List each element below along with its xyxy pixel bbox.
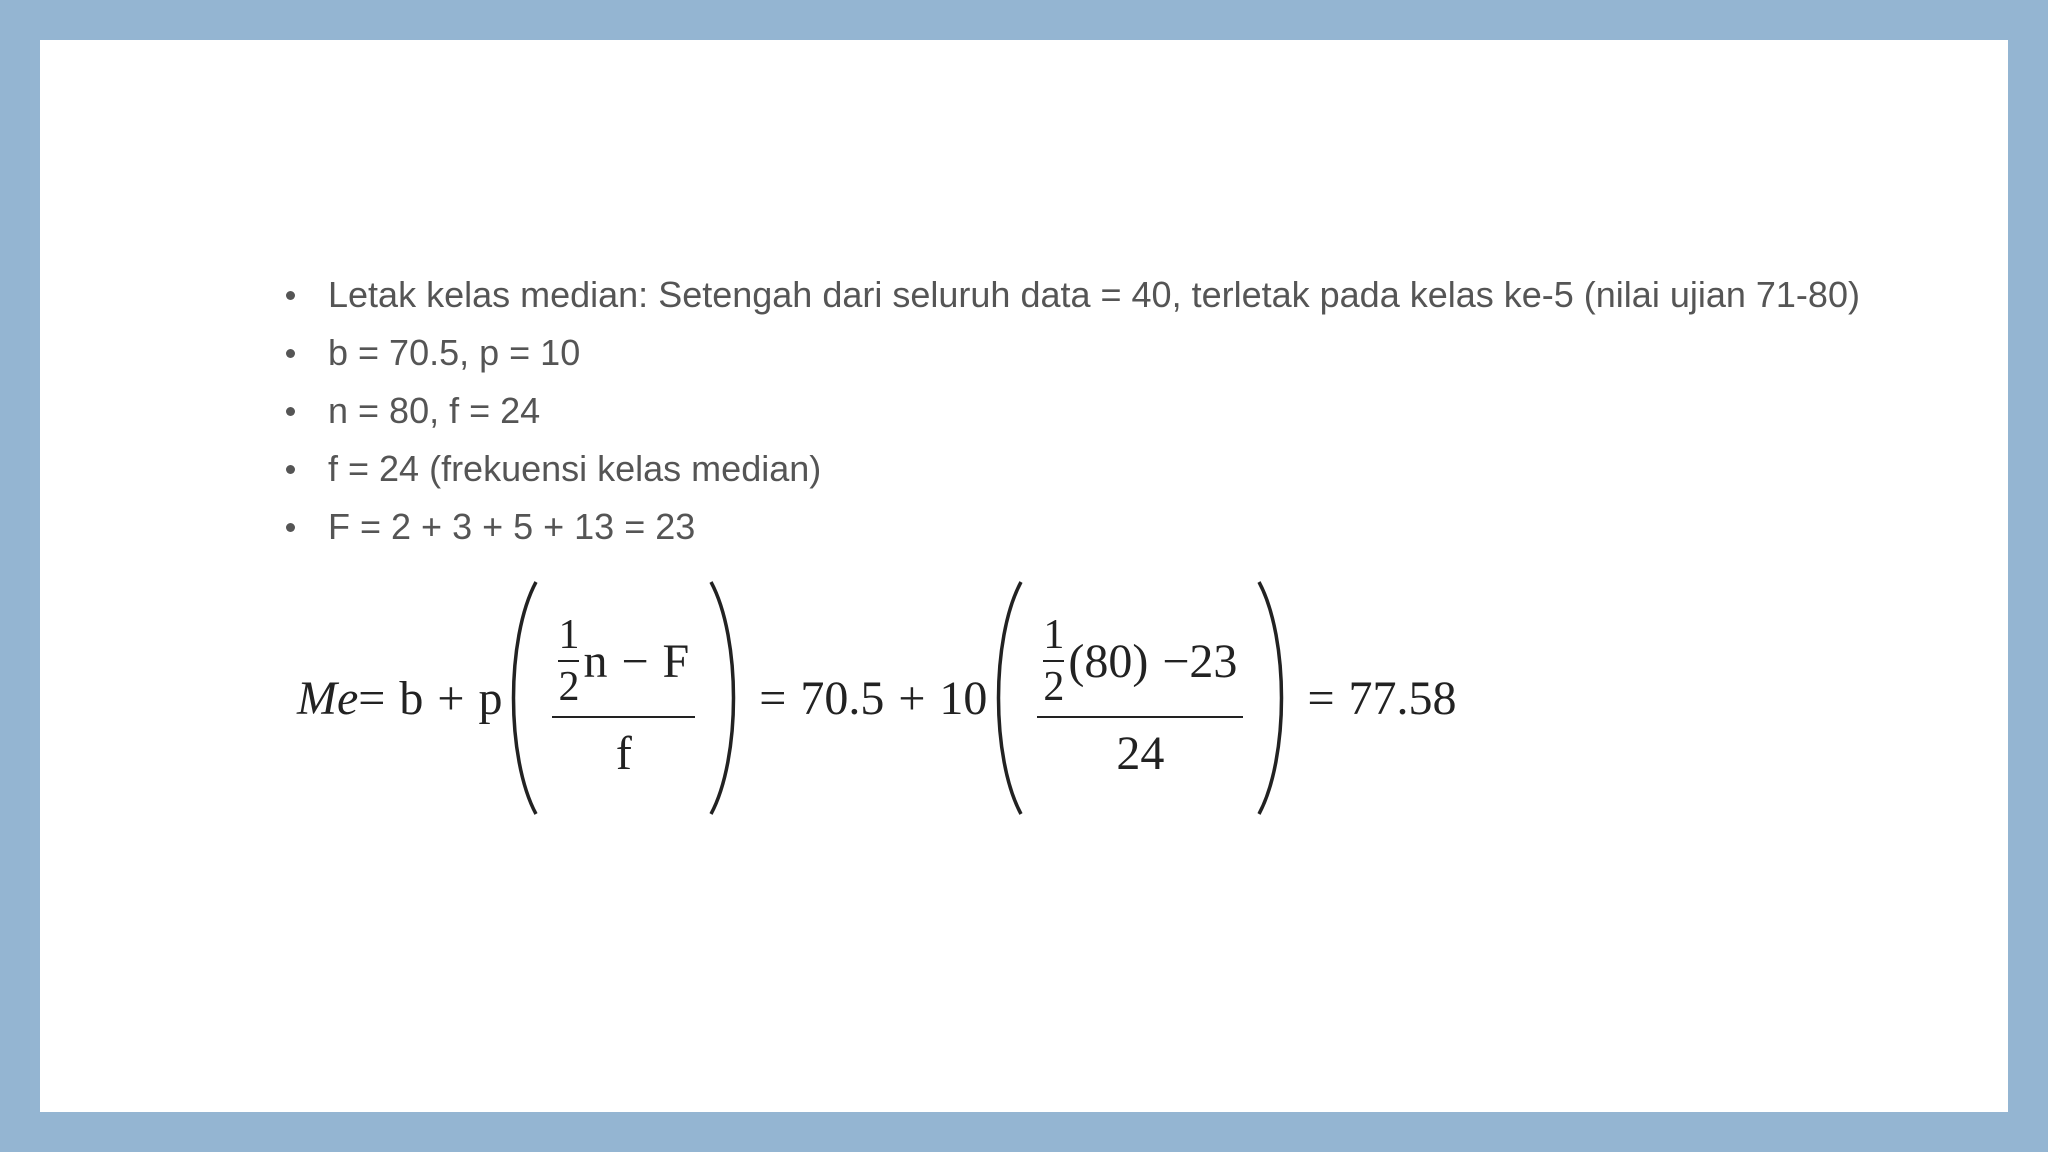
list-item bbox=[250, 324, 1860, 382]
formula-F-value: −23 bbox=[1162, 634, 1238, 688]
formula-equals-3: = bbox=[1307, 671, 1335, 725]
formula-n: n bbox=[583, 634, 608, 688]
bullet-text: f = 24 (frekuensi kelas median) bbox=[328, 448, 822, 489]
formula-me: Me bbox=[297, 671, 359, 725]
bullet-dot bbox=[286, 349, 295, 358]
bullet-text: b = 70.5, p = 10 bbox=[328, 332, 581, 373]
formula-equals: = bbox=[358, 671, 386, 725]
half-numerator: 1 bbox=[1043, 612, 1065, 658]
half-bar bbox=[1043, 660, 1064, 662]
formula-F: F bbox=[662, 634, 690, 688]
half-fraction bbox=[558, 612, 579, 710]
fraction-general bbox=[552, 612, 695, 784]
formula-minus: − bbox=[621, 634, 649, 688]
half-denominator: 2 bbox=[1043, 664, 1065, 710]
formula-p: p bbox=[478, 671, 503, 725]
fraction-denominator: 24 bbox=[1116, 727, 1165, 780]
half-bar bbox=[558, 660, 579, 662]
bullet-text: F = 2 + 3 + 5 + 13 = 23 bbox=[328, 506, 696, 547]
formula-b-value: 70.5 bbox=[800, 671, 885, 725]
bullet-dot bbox=[286, 523, 295, 532]
formula-b: b bbox=[399, 671, 424, 725]
half-numerator: 1 bbox=[558, 612, 580, 658]
bullet-list bbox=[250, 266, 1860, 556]
right-paren bbox=[1253, 578, 1293, 818]
fraction-numerator bbox=[552, 612, 695, 716]
bullet-dot bbox=[286, 291, 295, 300]
formula-result: 77.58 bbox=[1348, 671, 1457, 725]
slide bbox=[40, 40, 2008, 1112]
list-item bbox=[250, 382, 1860, 440]
list-item bbox=[250, 440, 1860, 498]
formula-n-value: (80) bbox=[1068, 634, 1149, 688]
formula-equals-2: = bbox=[759, 671, 787, 725]
half-denominator: 2 bbox=[558, 664, 580, 710]
half-fraction bbox=[1043, 612, 1064, 710]
right-paren bbox=[705, 578, 745, 818]
left-paren bbox=[987, 578, 1027, 818]
formula-plus: + bbox=[437, 671, 465, 725]
list-item bbox=[250, 498, 1860, 556]
fraction-numerator bbox=[1037, 612, 1243, 716]
left-paren bbox=[502, 578, 542, 818]
list-item bbox=[250, 266, 1860, 324]
fraction-numeric bbox=[1037, 612, 1243, 784]
bullet-dot bbox=[286, 407, 295, 416]
bullet-text: Letak kelas median: Setengah dari seluruh data = 40, terletak pada kelas ke-5 (nilai ujian 71-80) bbox=[328, 274, 1860, 315]
bullet-text: n = 80, f = 24 bbox=[328, 390, 541, 431]
bullet-dot bbox=[286, 465, 295, 474]
fraction-denominator: f bbox=[615, 727, 632, 780]
formula-plus-2: + bbox=[898, 671, 926, 725]
median-formula bbox=[297, 578, 1457, 818]
formula-p-value: 10 bbox=[939, 671, 988, 725]
